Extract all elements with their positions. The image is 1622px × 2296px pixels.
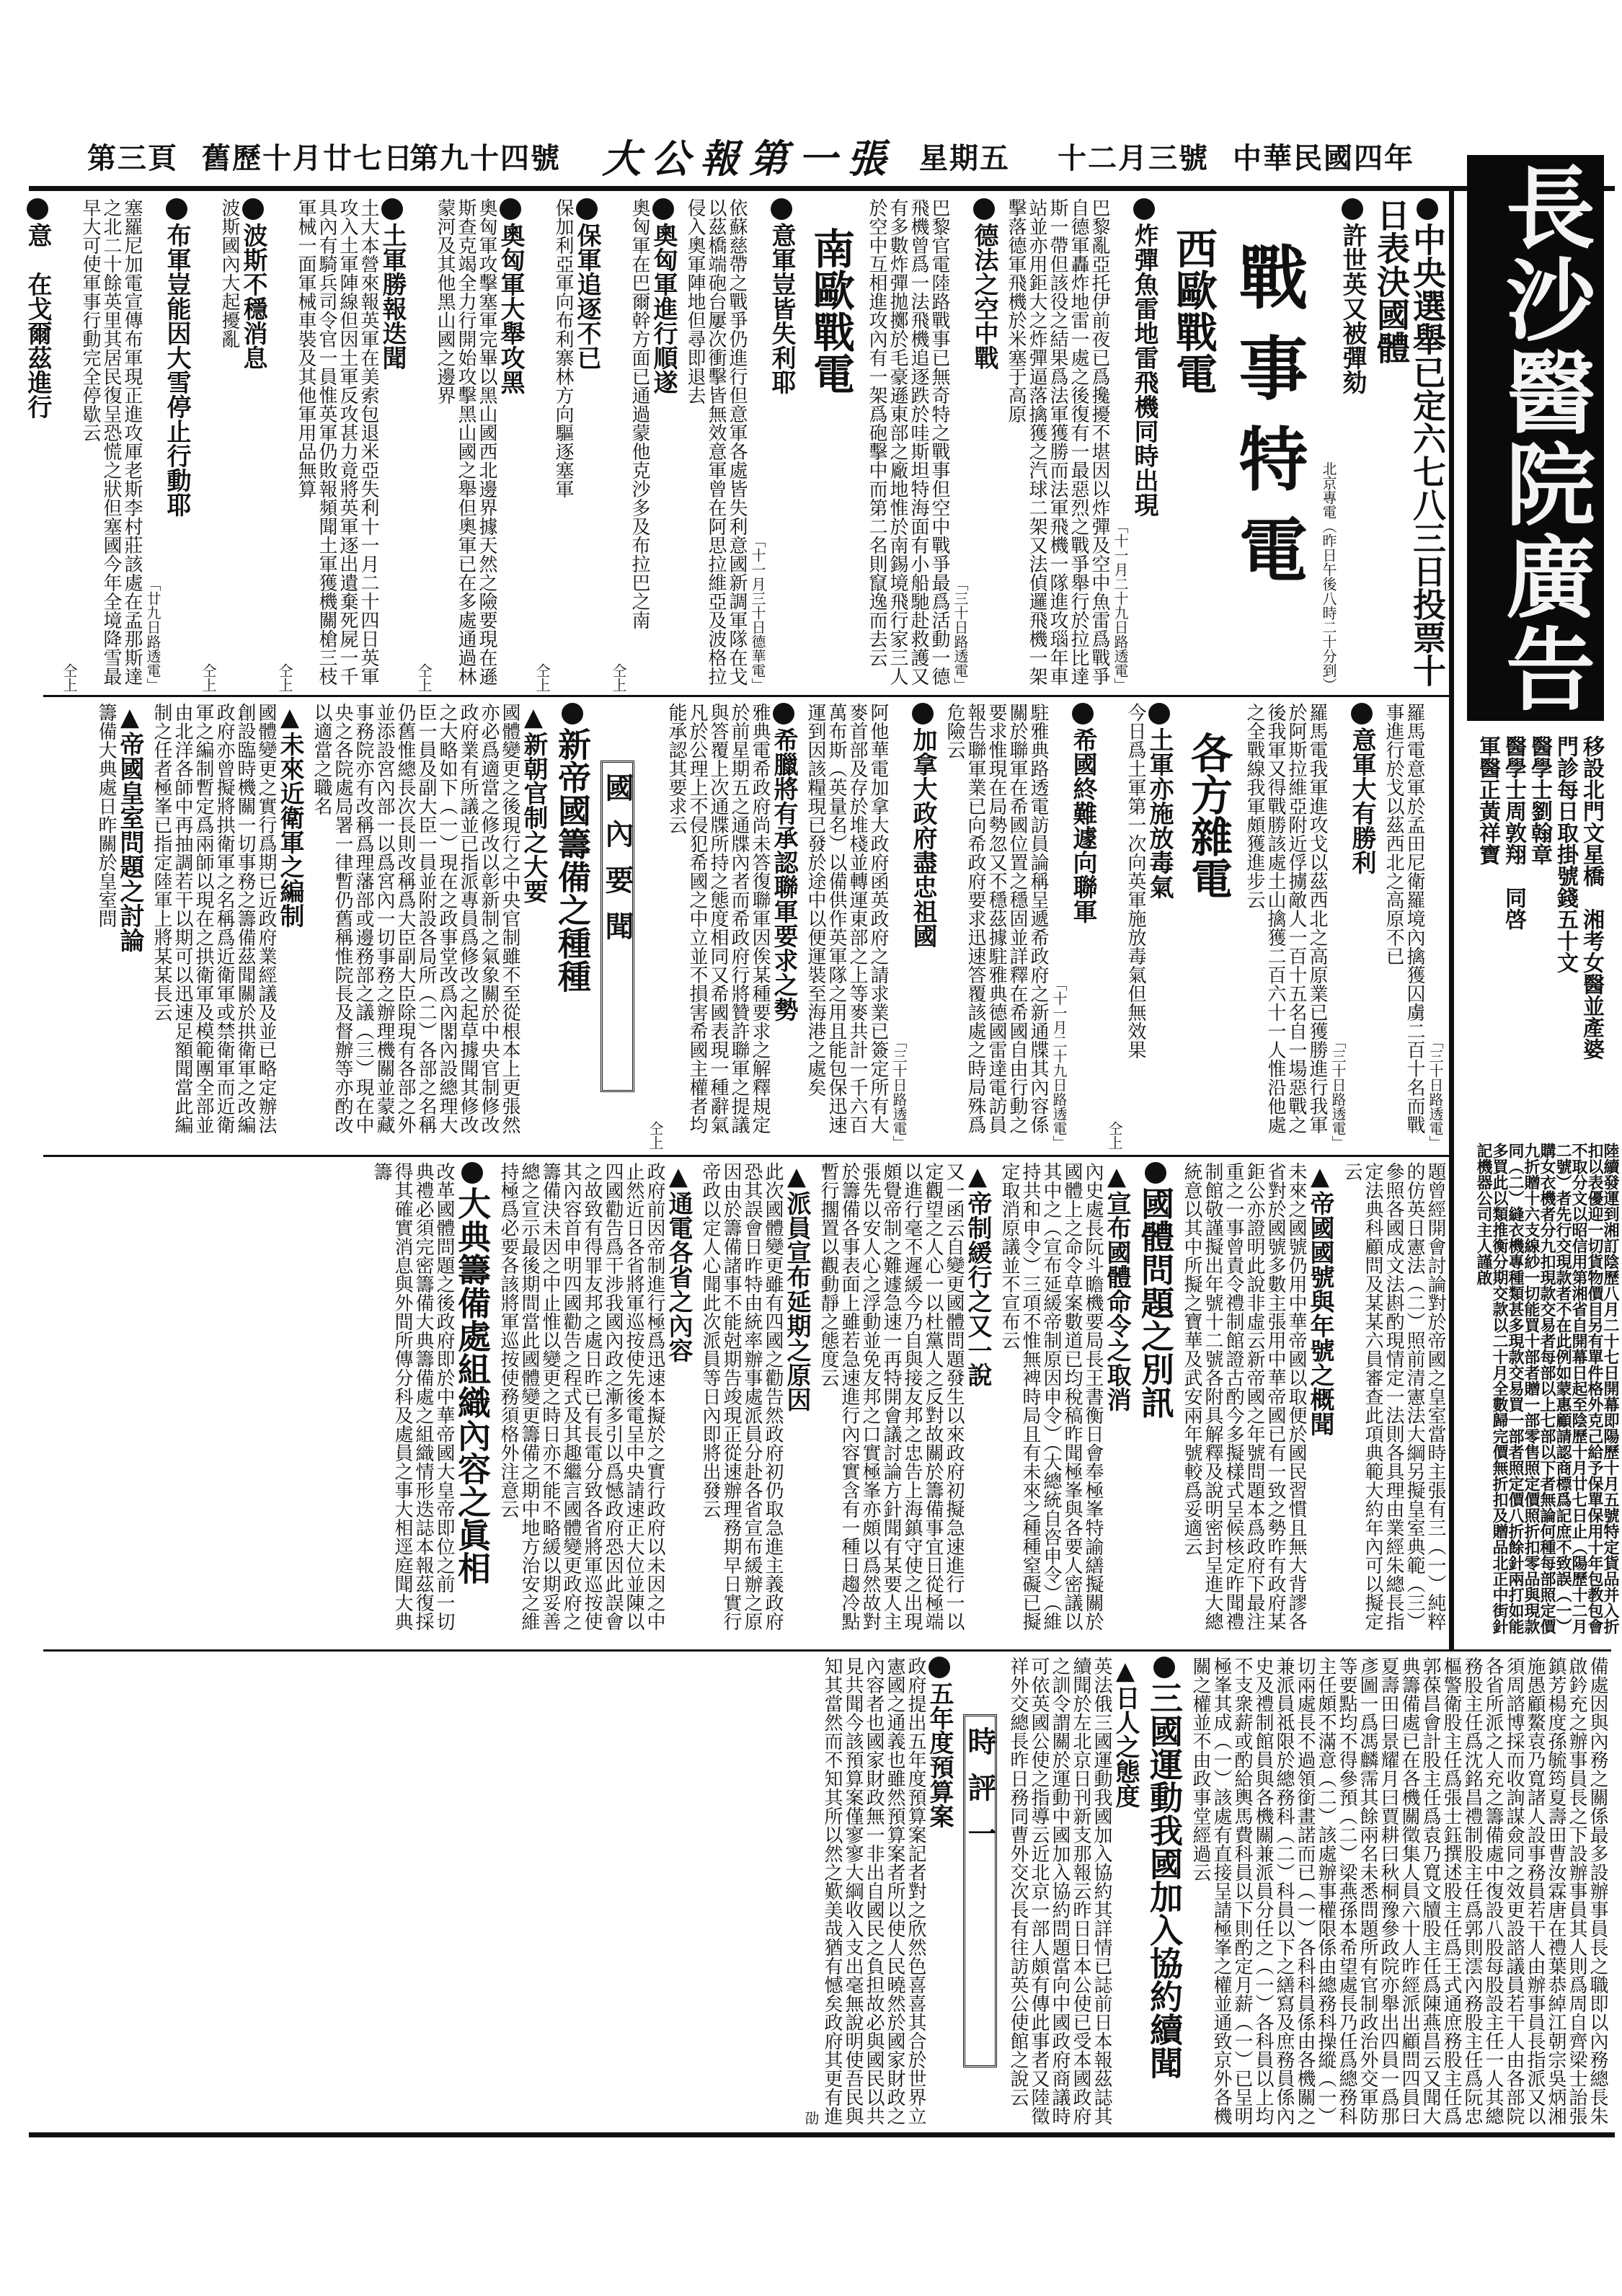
article (95, 703, 143, 1150)
article-headline (1339, 198, 1366, 692)
article (1383, 703, 1445, 1150)
article-headline (665, 1162, 692, 1644)
article (198, 198, 267, 692)
article-headline (1069, 703, 1096, 1150)
article-source: 仝上 (415, 663, 433, 692)
bullet-icon (461, 1162, 483, 1184)
bullet-icon (562, 703, 583, 724)
article (1181, 1162, 1334, 1644)
bullet-icon (1148, 703, 1170, 724)
article (644, 703, 797, 1150)
ad-line: 移設北門文星橋 湘考女醫並產婆 (1579, 735, 1604, 1060)
article-headline (1146, 1657, 1182, 2125)
headline-text: 保軍追逐不已 (572, 223, 601, 370)
headline-text: 國體問題之別訊 (1136, 1187, 1175, 1419)
article (371, 1162, 490, 1644)
article-body: 巴黎亂亞托伊前夜已爲攙擾不堪因以炸彈及空中魚雷爲戰爭自德軍轟炸地雷一處之後復有一最惡烈之戰爭舉行於拉比達斯一帶但該役之結果爲法軍獲勝而法軍飛機一隊進攻瑙年車站並亦用鉅大之炸彈逼落擒獲之汽球二架又法偵邏飛機一架擊落德軍飛機於米塞于高原 (1005, 198, 1110, 686)
ad-line: 零售照定價照折扣零品與現款同（二）縫衣機專種類甚多現款交易買一部者照定價八折餘針兩打如能多買 (1490, 1143, 1541, 1634)
article-headline (520, 703, 547, 1150)
article-body: 羅馬電我軍進攻戈以茲西北之高原業已獲勝進行我軍於阿斯拉維亞附近俘擄敵人一百十五名自一場惡戰之後我軍又得戰勝該處土山擒獲二百六十一人惟沿他處之全戰線我軍頗獲進步云 (1244, 703, 1328, 1134)
headline-text: 加拿大政府盡忠祖國 (908, 727, 937, 948)
bullet-icon (1417, 198, 1438, 220)
article-body: 奧匈軍在巴爾幹方面已通過蒙他克沙多及布拉巴之南 (629, 198, 650, 629)
headline-text: 新帝國籌備之種種 (553, 727, 592, 993)
headline-text: 奧匈軍大舉攻黑 (496, 223, 525, 394)
article-source: 劭 (802, 2111, 820, 2125)
article-source: 仝上 (1106, 1121, 1123, 1150)
article-headline (573, 198, 601, 692)
article-headline (1103, 1162, 1130, 1644)
bullet-icon (1342, 198, 1363, 220)
ad-line: 格外克己給予保單保用十年包教包會不取分文以昭信用第湘省自開幕日起至陰歷十月廿七日止（陽歷十二月二 (1554, 1143, 1604, 1634)
headline-text: 三國運動我國加入協約續聞 (1145, 1681, 1184, 2079)
band-domestic (43, 1162, 1445, 1644)
headline-text: 意 在戈爾茲進行 (23, 223, 52, 419)
bullet-icon (652, 198, 674, 220)
article (998, 1162, 1130, 1644)
headline-text: ▲帝國皇室問題之討論 (115, 703, 144, 952)
article-headline (116, 703, 143, 1150)
article (699, 1162, 810, 1644)
article-headline (24, 198, 51, 692)
article (1104, 703, 1173, 1150)
article-headline (276, 703, 303, 1150)
article-body: 題曾經開會討論對於帝國之皇室當時主張有三（一）純粹的仿英日憲法（二）照前清憲法大綱另擬皇室典範（三）參照各國成文法斟酌現情定一法則各具理由業經朱總長指定法典科顧問及某某六員審查此項典範大約年內可以擬定云 (1341, 1162, 1446, 1631)
article-headline (650, 198, 677, 692)
headline-text: 中央選舉已定六七八三日投票十日表決國體 (1372, 198, 1447, 687)
article-body: 內史處長阮斗瞻機要局長王書衡日會奉極峯特諭繕擬關於國體上之命令草案數道已均稅稿昨聞極峯與各要人密議以其中之（宣布延緩帝制原因申令）（大總統自咨申令）（維持共和申令）三項不惟無裨時局且有未來之種種窒礙已擬定取消原議並不宣布云 (998, 1162, 1104, 1631)
headline-text: 奧匈軍進行順遂 (649, 223, 678, 394)
headline-text: ▲通電各省之內容 (664, 1162, 693, 1362)
article-body: 政府提出五年度預算案記者對之欣然色喜喜其合於世界立憲國之通義也雖然預算案者所以使人民曉然於國家財政之內容者也國家財政無一非出自國民之負担故必與國民以共見共聞今該預算案僅寥寥大綱收入支出毫無說明使吾民與知其當然而不知其所以然之歎美哉猶有憾矣政府其更有進 (821, 1657, 926, 2125)
headline-text: ▲帝國國號與年號之概聞 (1306, 1162, 1334, 1436)
band-foreign-domestic (43, 703, 1445, 1150)
article (531, 198, 601, 692)
article-dateline: 「三十日路透電」 (1329, 1034, 1347, 1150)
headline-text: ▲日人之態度 (1111, 1657, 1140, 1808)
ad-line: 醫學士劉翰章 (1527, 735, 1552, 865)
headline-text: 希國終難遽向聯軍 (1068, 727, 1097, 923)
header-lunar-date: 舊歷十月廿七日 (202, 141, 414, 175)
ad-line: 軍醫正黃祥寶 (1475, 735, 1500, 865)
article-headline (454, 1162, 490, 1644)
header-year: 中華民國四年 (1233, 141, 1414, 175)
article-dateline: 「三十日路透電」 (890, 1034, 908, 1150)
section-title: 各方雜電 (1184, 732, 1233, 899)
article (1318, 198, 1366, 692)
hospital-ad-body (1474, 735, 1604, 1139)
article-headline (770, 703, 797, 1150)
article (311, 703, 547, 1150)
article (1138, 1162, 1174, 1644)
headline-text: 意軍大有勝利 (1347, 727, 1376, 874)
article-body: 土大本營來報英軍在美索包退米亞失利十一月二十四日英軍攻入土軍陣線但因土軍反攻甚力竟將英軍逐出遺棄死屍一千具內有騎兵司令官一員惟英軍仍敗報頻聞土軍獲機關槍三枝軍械一面軍械車裝及其他軍用品無算 (295, 198, 379, 686)
article-body: 波斯國內大起擾亂 (218, 198, 240, 348)
article-headline (239, 198, 267, 692)
article-source: 仝上 (533, 663, 551, 692)
article (1341, 1162, 1445, 1644)
bullet-icon (1153, 1657, 1175, 1678)
article-headline (768, 198, 795, 692)
bullet-icon (381, 198, 403, 220)
article-headline (1138, 1162, 1174, 1644)
article-body: 保加利亞軍向布利寨林方向驅逐塞軍 (552, 198, 574, 498)
article-headline (1348, 703, 1375, 1150)
article-headline (909, 703, 936, 1150)
band-divider (43, 1649, 1611, 1652)
article (1005, 198, 1158, 692)
bullet-icon (1351, 703, 1373, 724)
ad-line: 號）者先行交現款者不在此例如蒙惠顧請認商標爲記庶不致誤（一）購女衣機者分九扣現款交易者每部 (1538, 1143, 1572, 1634)
ad-line: 門診每日取掛號錢五十文 (1553, 735, 1578, 973)
article-body: 駐雅典路透電訪員論稱呈遞希政府之新通牒其內容係關於聯軍在希國位置之穩固並詳釋在希國自由行動之要求惟現在局勢忽又不穩茲據駐雅典德國雷達電訪員報告聯軍業已向希政府要求迅速答覆該處之時局殊爲危險云 (944, 703, 1049, 1134)
article (497, 1162, 692, 1644)
headline-text: 意軍豈皆失利耶 (767, 223, 796, 394)
article-headline (783, 1162, 810, 1644)
headline-text: 土軍勝報迭聞 (378, 223, 407, 370)
article-dateline: 「廿九日路透電」 (144, 577, 161, 692)
headline-text: ▲未來近衛軍之編制 (275, 703, 304, 928)
band-war-news (23, 198, 1447, 692)
article-body: 雅典電希政府尚未答復聯軍因俟某種要求之解釋規定於前星期五之通牒內者而希政府行將贊許聯軍之提議與答覆上次通牒所持之態度相同又希國表現一種辭氣凡於公理上不侵犯希國之中立並不損害希國主權者均能承認其要求云 (665, 703, 771, 1134)
headline-text: 五年度預算案 (925, 1681, 954, 1828)
section-box-title: 國內要聞 (601, 761, 634, 1092)
article (817, 1162, 991, 1644)
article-dateline: 「三十日路透電」 (1427, 1034, 1444, 1150)
headline-text: 大典籌備處組織內容之眞相 (453, 1187, 492, 1584)
headline-text: ▲帝制緩行之又一說 (963, 1162, 992, 1387)
article-dateline: 北京專電（昨日午後八時二十分到） (1320, 461, 1337, 692)
article-dateline: 「十一月二十九日路透電」 (1050, 977, 1068, 1150)
article (554, 703, 590, 1150)
article-body: 阿他華電加拿大政府函英政府之請求業已簽定所有大麥首部及存於堆棧並轉運東部之上等麥共計一千六百萬布斯（英量名）以備供作英軍隊之用且能包保迅速運到因該糧現已發於途中以便運裝至海港之處矣 (805, 703, 889, 1134)
article-dateline: 「三十日路透電」 (952, 577, 969, 692)
headline-text: 炸彈魚雷地雷飛機同時出現 (1130, 223, 1158, 517)
article-body: 國體變更之後現行之中央官制雖不至從根本上更張然亦必爲適當之修改以彰新制之氣象關於中央官制修改政府業有所議並已指派專員爲修改之起草據聞其修改之大略如下（一）現在之政事堂改爲內閣內設總理大臣一員及副大臣一員並附設各局所（二）各部之名稱仍舊惟總長次長則改稱爲大臣副大臣除現有各部之外並添設宮內部一以爲宮內一切事務之辦理機關並蒙藏事務院亦有改稱爲理藩部或邊務部之議（三）現在中央之各院處局署一律暫仍舊稱惟院長及督辦等亦酌改以適當之職名 (311, 703, 520, 1134)
machine-company-ad (1457, 1143, 1618, 1647)
ad-signature: 北正中街針記機器公司主人謹啟 (1474, 1143, 1509, 1634)
article (684, 198, 795, 692)
article-headline (1373, 198, 1445, 692)
column-rule (1449, 191, 1454, 1651)
article-body: 政府前因帝制進行極爲迅速本擬於之實行政府以未因之中止然近日各省將軍巡按使先後電呈中央請速正大位並陳以四國勸告爲干涉我國內政之漸多引以爲憾政府恐因此誤會之故致有得罪友邦之處日昨已有長電分致各省將軍巡按使其內容首申明四國勸告之程式及其趣繼言國體變更政府之籌備決未因之中止惟以變更之時日亦不能不略緩以期妥善總之宣示最後期間當此國體變更籌備之期中地方治安之維持極爲必要各該將軍巡按使務須格外注意云 (497, 1162, 665, 1631)
article (866, 198, 998, 692)
headline-text: ▲新朝官制之大要 (519, 703, 548, 903)
article (1373, 198, 1445, 692)
article-source: 仝上 (276, 663, 293, 692)
article (1007, 1657, 1139, 2125)
headline-text: 德法之空中戰 (970, 223, 998, 370)
bullet-icon (771, 198, 792, 220)
ad-line: 以上七部以下者無論何種每部照定價九折贈十六支線紗一切能買十部者贈一部 (1522, 1143, 1556, 1634)
ad-line: 陸續發運到湘訂陰歷八月二十七日開幕即陽歷十月五號特定貨品并入折扣以表優迎一切貨物價目另有單件 (1585, 1143, 1620, 1634)
article-body: 英法俄三國運動我國加入協約其詳情已誌前日本報茲誌其續聞於左北京日刊新支那報云昨日日本公使已受本國政府之訓令謂關於運動中國加入協約問題當向中國政府商議時可依英國公使之指導云近北京一部人頗有傳此事者又陸徵祥外交總長昨日務同曹外交次長有往訪英公使館之說云 (1007, 1657, 1112, 2125)
article-headline (926, 1657, 953, 2125)
bullet-icon (242, 198, 264, 220)
article-body: 備處因與內務之關係最多設辦事員長之職即以內務總長朱啟鈐充之辦事員長之下設辦事員其人則爲周自齊梁士詒張鎮芳楊度孫毓筠夏壽田曹汝霖唐在禮葉恭綽江朝宗吳炳湘施愚顧鰲袁乃寬諸人設事務員若干人由辦事員長指派又以須周諮博採而收詢謀僉同之效更設諮議員若干人由各部院各省所派之人充之籌備處中復設八股每股設主任一人其總務股主任爲沈銘昌禮制股主任爲郭則澐內務股主任爲阮忠樞警衛股主任爲張士鈺撰述股主任爲王式通庶務股主任爲郭葆昌會計股主任爲袁乃寬文牘股主任爲陳燕昌云又聞大典籌備處已在各機關徵集人員六十人昨經派出顧問四員曰夏壽田曰景耀月曰賈耕曰秋桐豫參政院亦舉出四員一爲那彥圖一爲馮麟霈其餘兩名未悉問題所有官制政治外交軍防等要點均不得參預（二）梁燕孫本希望處長乃任爲總務科主任頗不滿意（二）該處辦事權限係由總務科操縱（一）切兩處長不過領銜畫諾而已（一）各科科員係由各機關之兼派員祗限於總務科（二）科員以下之繕寫及庶務員係內史及禮制館員與各機關兼派員分任之（一）各科員以上均不支衆薪或酌給輿馬費科員以下則酌定月薪（一）已呈明極峯其成（一）該處有直接呈請極峯之權並通致京外各機關之權並不由政事堂經過云 (1189, 1657, 1608, 2125)
article-headline (1306, 1162, 1334, 1644)
article (805, 703, 936, 1150)
section-title: 南歐戰電 (806, 227, 855, 394)
article-body: 奧匈軍攻擊塞軍完畢以黑山國西北邊界據天然之險要現在遜斯查克竭全力行開始攻擊黑山國之舉但奧軍已在多處通過林蒙河及其他黑山國之邊界 (434, 198, 497, 686)
band-divider (43, 1155, 1449, 1157)
article (151, 703, 303, 1150)
bullet-icon (1072, 703, 1094, 724)
headline-text: ▲派員宣布延期之原因 (782, 1162, 811, 1411)
header-weekday: 星期五 (919, 141, 1010, 175)
headline-text: 希臘將有承認聯軍要求之勢 (769, 727, 798, 1021)
article-body: 改革國體問題之後政府即於中華帝國大皇帝即位之前一切典禮必須完密籌備大典籌備處之組織情形迭誌本報茲復採得其確實消息與外間所傳分科及處員之事大相逕庭聞大典籌 (371, 1162, 455, 1631)
article (24, 198, 51, 692)
bullet-icon (500, 198, 521, 220)
section-box-title: 時評一 (963, 1714, 997, 2067)
bullet-icon (166, 198, 187, 220)
header-date: 十二月三號 (1058, 141, 1209, 175)
article-dateline: 「十一月二十九日路透電」 (1112, 519, 1129, 692)
bullet-icon (576, 198, 598, 220)
article (1244, 703, 1375, 1150)
article-body: 依蘇慈帶之戰爭仍進行但意軍各處皆失利意國新調軍隊在戈以茲橋端砲台屢次衝擊皆無效意軍曾在阿思拉維亞及波格拉侵入奧軍陣地但尋即退去 (684, 198, 748, 686)
article (413, 198, 524, 692)
article-body: 未來之國號仍用中華帝國以取便於國民習慣且無大背謬各省對於國號多數主張用中華帝國已有一致之勢昨有政府某鉅公亦證明此說非虛云新帝國之年號問題本爲政府下最注重之一事曾責令禮制館證古酌今多擬樣式呈候核定昨聞禮制館敬謹擬出年號十二號各附具解釋及說明密封呈進大總統意以其中所擬之寶華及武安兩年號較爲妥適云 (1181, 1162, 1307, 1631)
band-divider (43, 695, 1449, 697)
bullet-icon (27, 198, 48, 220)
article-body: 羅馬電意軍於孟田尼衛羅境內擒獲囚虜二百十名而戰事進行於戈以茲西北之高原不已 (1383, 703, 1425, 1134)
header-issue: 第九十四號 (409, 141, 561, 175)
article-body: 塞羅尼加電宣傳布軍現正進攻厙老斯李村莊該處在孟那斯達之北二十餘英里其居民復呈恐慌之狀但塞國今年全境降雪最早大可使軍事行動完全停歇云 (79, 198, 143, 686)
bullet-icon (1133, 198, 1155, 220)
article-body: 巴黎官電陸路戰事已無奇特之戰事但空中戰爭最爲活動一德飛機曾爲一法飛機追逐跌於哇斯坦特海面有小船馳赴救護又有多數炸彈拋擲於毛豪遜東部之廠地惟於南錫境飛行家三人於空中互相進攻內有一架爲砲擊中而第二名則竄逸而去云 (866, 198, 950, 686)
article-body: 今日爲土軍第一次向英軍施放毒氣但無效果 (1125, 703, 1146, 1059)
article-source: 仝上 (200, 663, 217, 692)
article-headline (964, 1162, 991, 1644)
headline-text: 許世英又被彈劾 (1338, 223, 1367, 394)
article (944, 703, 1096, 1150)
section-title: 戰事特電 (1228, 241, 1309, 605)
headline-text: ▲宣布國體命令之取消 (1102, 1162, 1131, 1411)
section-title: 西歐戰電 (1169, 227, 1218, 394)
header-rule (29, 186, 1615, 191)
article-headline (378, 198, 406, 692)
article-headline (1145, 703, 1173, 1150)
article (1146, 1657, 1182, 2125)
article (274, 198, 406, 692)
article-headline (554, 703, 590, 1150)
ad-line: 此以類推衡分期交款以二十月全數歸完價無折扣及贈品 (1490, 1174, 1509, 1555)
headline-text: 布軍豈能因大雪停止行動耶 (162, 223, 191, 517)
bullet-icon (929, 1657, 950, 1678)
article-dateline: 「十一月三十日德華電」 (749, 533, 766, 692)
article-body: 此次國體變更雖有四國之勸告然政府初仍取急進主義政府恐其誤會日昨特由統率辦事處派員分赴各省宣布緩辦之原因由於籌備諸事不能尅期告竣現正從速辦理務期早日實行帝政以定人心聞此次派員等日內即將出發云 (699, 1162, 784, 1631)
article (1189, 1657, 1608, 2125)
hospital-ad-title: 長沙醫院廣告 (1467, 155, 1604, 721)
bullet-icon (773, 703, 794, 724)
article-headline (1130, 198, 1158, 692)
article (800, 1657, 953, 2125)
article (58, 198, 190, 692)
article-body: 國體變更之實行爲期已近政府業經議及並已略定辦法創設臨時機關一切事務之籌備茲聞關於拱衛軍之改編政府亦曾擬將拱衛軍之名稱爲近衛軍或禁衛軍而近衛軍之編制暫定爲兩師以現在之拱衛軍及模範團全部並由北洋各師中再抽調若干以期可以迅速足額聞當此編制之任者極峯已指定陸軍上將某某長云 (151, 703, 277, 1134)
article-headline (497, 198, 524, 692)
headline-text: 土軍亦施放毒氣 (1145, 727, 1174, 899)
header-paper-name: 大公報第一張 (602, 136, 896, 182)
article-body: 又一函云自變更國體問題發生以來政府初擬急速進行一以定觀望之人心一以杜黨人之反對故關於籌備事宜日從極端以進行毫不遲緩今乃自與接友邦之忠告上海鎮守使之出現頗覺帝制之難遽急速一再特開會議討論方針聞有某要人主張先以安人心之浮動並免友邦之口實極峯亦頗以爲然故對於籌備各事表面上雖若急速進行內容實含有一種日趨冷點暫行擱置以觀動靜之態度云 (817, 1162, 965, 1631)
article-source: 仝上 (647, 1121, 664, 1150)
bullet-icon (1145, 1162, 1166, 1184)
article-source: 仝上 (610, 663, 627, 692)
article (608, 198, 677, 692)
article-headline (163, 198, 190, 692)
headline-text: 波斯不穩消息 (239, 223, 267, 370)
header-page: 第三頁 (87, 141, 178, 175)
article-body: 籌備大典處日昨關於皇室問 (95, 703, 117, 928)
article-headline (1112, 1657, 1139, 2125)
ad-line: 醫學士周敦翔 同啓 (1501, 735, 1526, 930)
article-headline (970, 198, 998, 692)
bullet-icon (973, 198, 995, 220)
article-source: 仝上 (61, 663, 78, 692)
footer-rule (29, 2132, 1615, 2137)
band-commentary (43, 1657, 1608, 2125)
bullet-icon (912, 703, 934, 724)
